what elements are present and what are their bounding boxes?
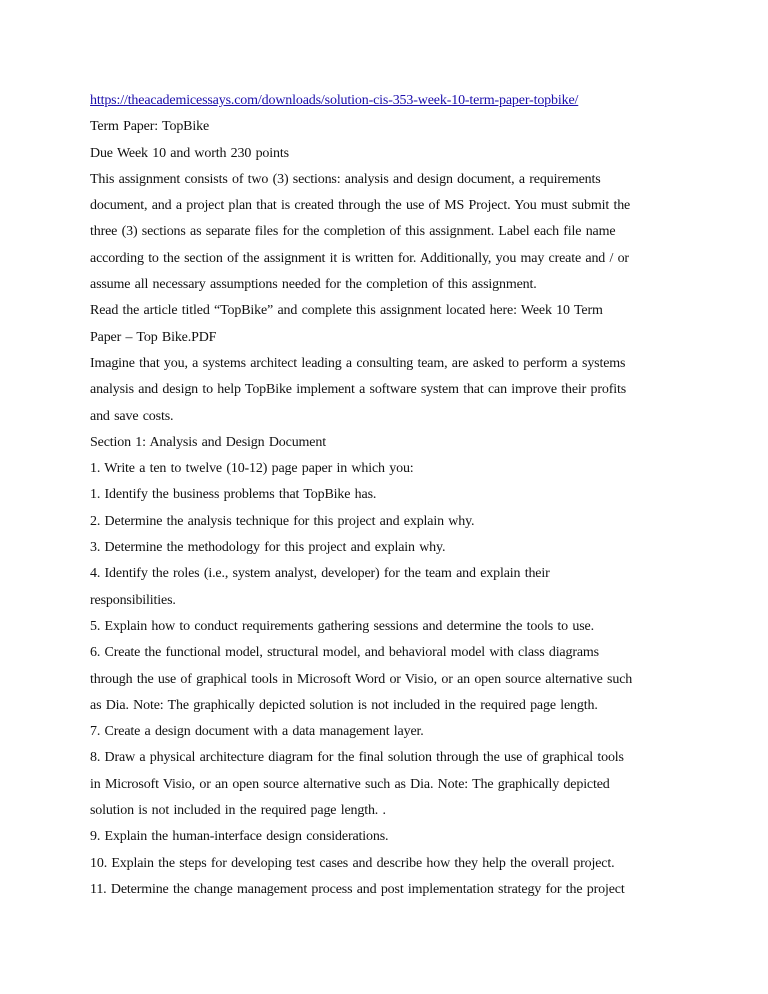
list-item-continuation: in Microsoft Visio, or an open source alternative such as Dia. Note: The graphically depicted [90,776,610,792]
list-item-continuation: through the use of graphical tools in Microsoft Word or Visio, or an open source alternative such [90,671,633,687]
list-item: 2. Determine the analysis technique for this project and explain why. [90,513,475,529]
paragraph-line: according to the section of the assignment it is written for. Additionally, you may create and / or [90,250,629,266]
list-item: 6. Create the functional model, structural model, and behavioral model with class diagrams [90,645,599,661]
list-item-continuation: responsibilities. [90,592,176,608]
paragraph-line: Read the article titled “TopBike” and complete this assignment located here: Week 10 Term [90,303,603,319]
source-link[interactable]: https://theacademicessays.com/downloads/solution-cis-353-week-10-term-paper-topbike/ [90,93,579,108]
source-link-line [90,88,690,114]
paragraph-line: Paper – Top Bike.PDF [90,329,217,345]
paper-title: Term Paper: TopBike [90,119,210,135]
list-item: 1. Write a ten to twelve (10-12) page paper in which you: [90,461,414,477]
list-item-continuation: as Dia. Note: The graphically depicted solution is not included in the required page length. [90,697,598,713]
list-item: 3. Determine the methodology for this project and explain why. [90,540,446,556]
due-date-line: Due Week 10 and worth 230 points [90,145,289,161]
list-item: 11. Determine the change management process and post implementation strategy for the project [90,881,625,897]
list-item: 7. Create a design document with a data management layer. [90,724,424,740]
section-heading: Section 1: Analysis and Design Document [90,434,326,450]
paragraph-line: and save costs. [90,408,174,424]
list-item: 5. Explain how to conduct requirements gathering sessions and determine the tools to use. [90,618,594,634]
list-item-continuation: solution is not included in the required page length. . [90,803,386,819]
paragraph-line: three (3) sections as separate files for the completion of this assignment. Label each file name [90,224,616,240]
paragraph-line: assume all necessary assumptions needed for the completion of this assignment. [90,277,537,293]
paragraph-line: This assignment consists of two (3) sections: analysis and design document, a requirements [90,171,601,187]
paragraph-line: document, and a project plan that is created through the use of MS Project. You must submit the [90,198,631,214]
list-item: 8. Draw a physical architecture diagram for the final solution through the use of graphical tools [90,750,624,766]
paragraph-line: Imagine that you, a systems architect leading a consulting team, are asked to perform a systems [90,355,626,371]
list-item: 4. Identify the roles (i.e., system analyst, developer) for the team and explain their [90,566,550,582]
list-item: 9. Explain the human-interface design considerations. [90,829,389,845]
list-item: 10. Explain the steps for developing test cases and describe how they help the overall project. [90,855,615,871]
paragraph-line: analysis and design to help TopBike implement a software system that can improve their profits [90,382,626,398]
list-item: 1. Identify the business problems that TopBike has. [90,487,377,503]
document-body [90,88,690,903]
